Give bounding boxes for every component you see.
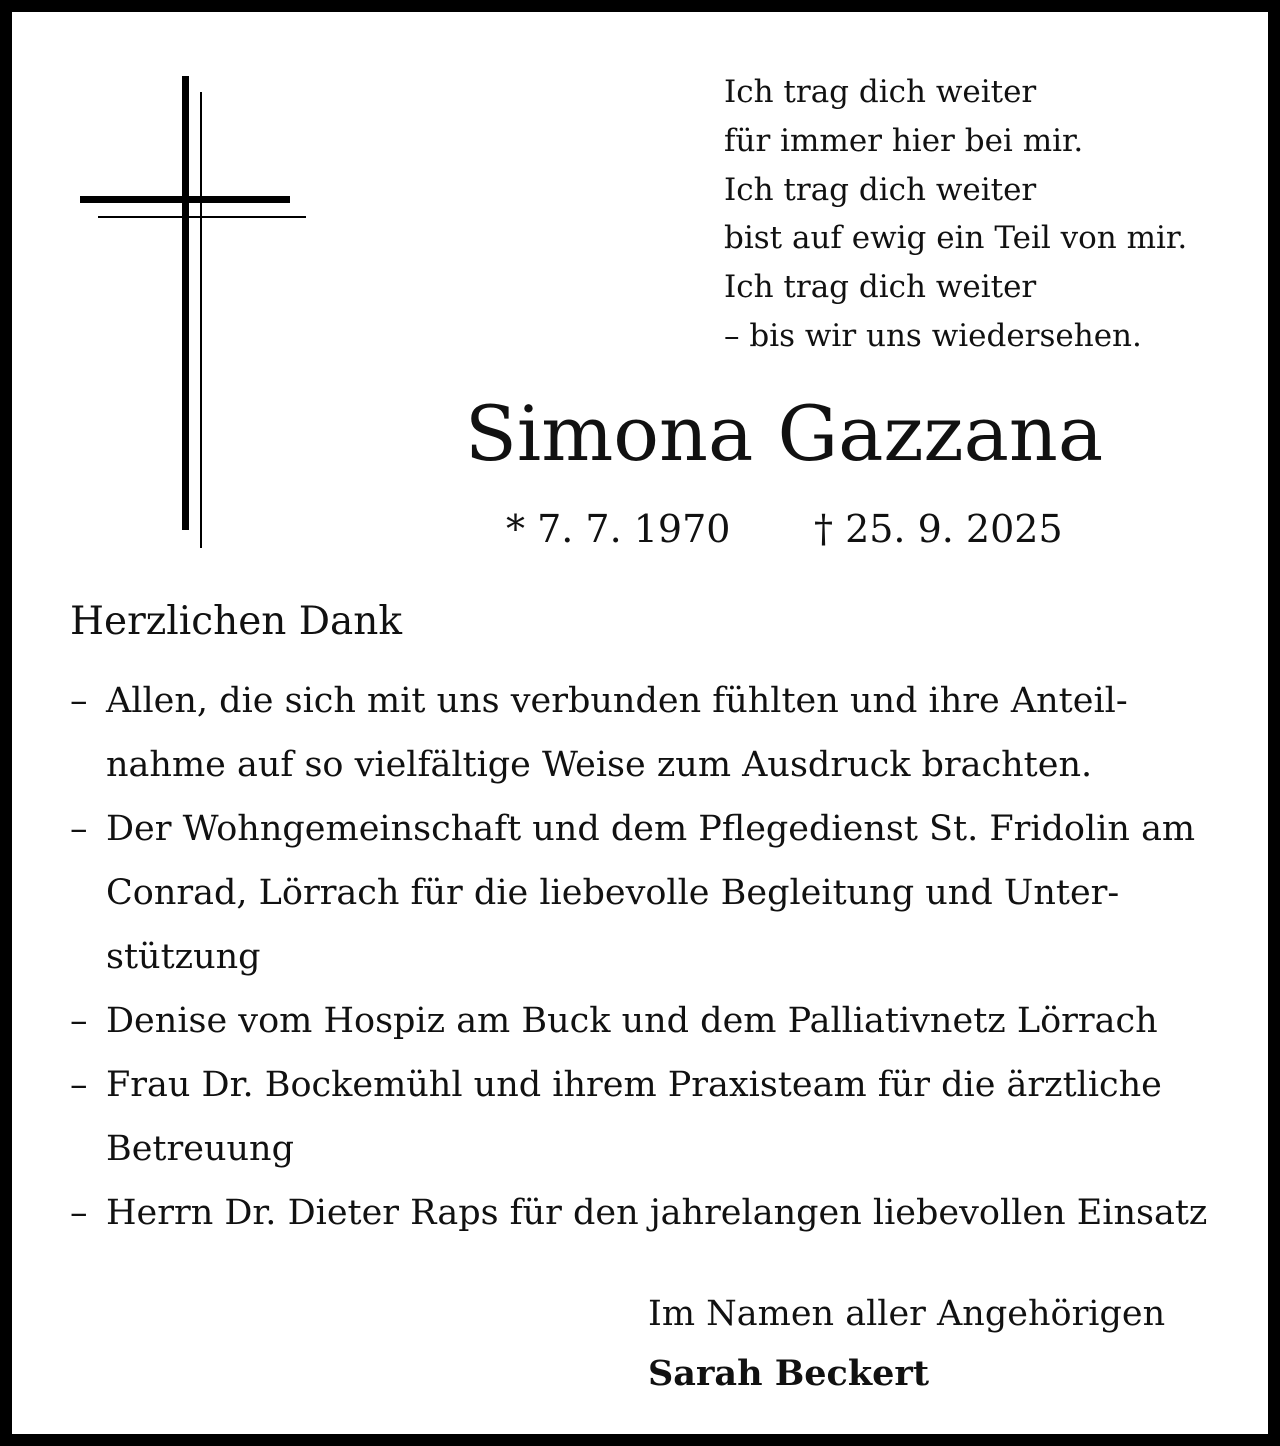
deceased-name: Simona Gazzana	[464, 389, 1104, 478]
list-item-text: Allen, die sich mit uns verbunden fühlten und ihre Anteil- nahme auf so vielfältige Weise zum Ausdruck brachten.	[106, 681, 1128, 785]
poem-line: Ich trag dich weiter	[724, 171, 1037, 208]
poem-line: für immer hier bei mir.	[724, 122, 1084, 159]
dash-bullet: –	[70, 1001, 88, 1041]
list-item	[70, 989, 1240, 1053]
cross-icon	[72, 72, 322, 562]
dash-bullet: –	[70, 1193, 88, 1233]
list-item-text: Der Wohngemeinschaft und dem Pflegedienst St. Fridolin am Conrad, Lörrach für die liebevolle Begleitung und Unter- stützung	[106, 809, 1196, 977]
list-item-text: Denise vom Hospiz am Buck und dem Palliativnetz Lörrach	[106, 1001, 1158, 1041]
death-date: † 25. 9. 2025	[814, 507, 1063, 551]
dash-bullet: –	[70, 681, 88, 721]
list-item	[70, 1181, 1240, 1245]
list-item	[70, 1053, 1240, 1181]
dash-bullet: –	[70, 809, 88, 849]
list-item	[70, 669, 1240, 797]
poem-line: Ich trag dich weiter	[724, 269, 1037, 306]
poem-line: Ich trag dich weiter	[724, 74, 1037, 110]
poem-line: bist auf ewig ein Teil von mir.	[724, 220, 1188, 257]
birth-date: * 7. 7. 1970	[506, 507, 731, 551]
signature-name: Sarah Beckert	[648, 1353, 929, 1394]
thanks-heading: Herzlichen Dank	[70, 599, 403, 644]
list-item-text: Herrn Dr. Dieter Raps für den jahrelangen liebevollen Einsatz	[106, 1193, 1208, 1233]
thanks-list	[70, 669, 1240, 1245]
list-item	[70, 797, 1240, 989]
signature-line: Im Namen aller Angehörigen	[648, 1294, 1166, 1334]
poem-line: – bis wir uns wiedersehen.	[724, 317, 1142, 354]
poem	[724, 68, 1187, 361]
list-item-text: Frau Dr. Bockemühl und ihrem Praxisteam für die ärztliche Betreuung	[106, 1065, 1162, 1169]
dash-bullet: –	[70, 1065, 88, 1105]
